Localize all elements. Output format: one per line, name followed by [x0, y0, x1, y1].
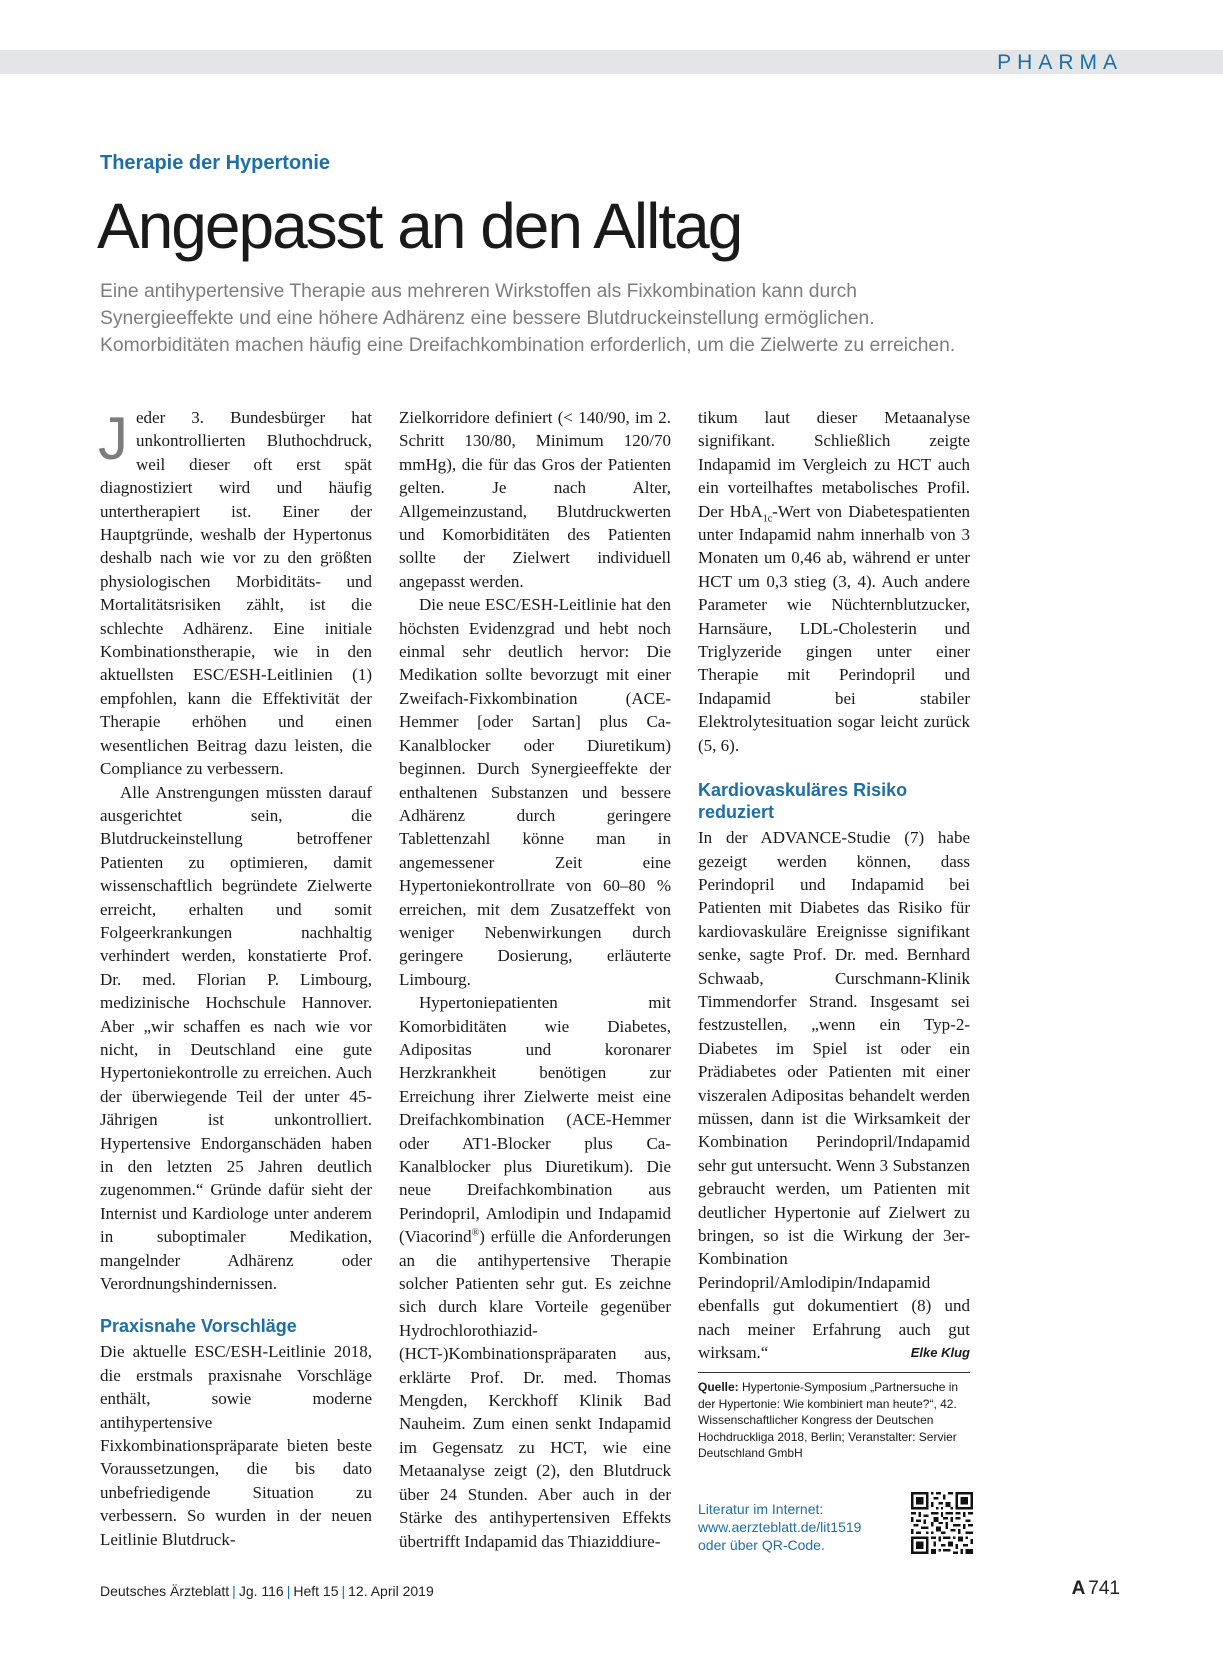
journal-name: Deutsches Ärzteblatt — [100, 1583, 230, 1599]
paragraph: Zielkorridore definiert (< 140/90, im 2. Schritt 130/80, Minimum 120/70 mmHg), die für das Gros der Patienten gelten. Je nach Alter, Allgemeinzustand, Blutdruckwerten und Komorbiditäten des Patienten sollte der Zielwert individuell angepasst werden. — [399, 408, 671, 591]
literature-link[interactable]: www.aerzteblatt.de/lit1519 — [698, 1519, 862, 1535]
source-box — [698, 1372, 970, 1462]
paragraph: Alle Anstrengungen müssten darauf ausgerichtet sein, die Blutdruckeinstellung betroffener Patienten zu optimieren, damit wissenschaftlich begründete Zielwerte erreicht, erhalten und somit Folgeerkrankungen nachhaltig verhindert werden, konstatierte Prof. Dr. med. Florian P. Limbourg, medizinische Hochschule Hannover. Aber „wir schaffen es nach wie vor nicht, in Deutschland eine gute Hypertoniekontrolle zu erreichen. Auch der überwiegende Teil der unter 45-Jährigen ist unkontrolliert. Hypertensive Endorganschäden haben in den letzten 25 Jahren deutlich zugenommen.“ Gründe dafür sieht der Internist und Kardiologe unter anderem in suboptimaler Medikation, mangelnder Adhärenz oder Verordnungshindernissen. — [100, 782, 372, 1294]
literature-qr-hint: oder über QR-Code. — [698, 1537, 825, 1553]
paragraph-text: Hypertoniepatienten mit Komorbiditäten wie Diabetes, Adipositas und koronarer Herzkrankheit benötigen zur Erreichung ihrer Zielwerte meist eine Dreifachkombination (ACE-Hemmer oder AT1-Blocker plus Ca-Kanalblocker plus Diuretikum). Die neue Dreifachkombination aus Perindopril, Amlodipin und Indapamid (Viacorind — [399, 993, 671, 1247]
volume: Jg. 116 — [238, 1583, 284, 1599]
source-text: Hypertonie-Symposium „Partnersuche in der Hypertonie: Wie kombiniert man heute?“, 42. Wissenschaftlicher Kongress der Deutschen Hochdruckliga 2018, Berlin; Veranstalter: Servier Deutschland GmbH — [698, 1380, 959, 1460]
article-column-1 — [100, 406, 372, 1551]
separator: | — [232, 1583, 236, 1599]
separator: | — [341, 1583, 346, 1599]
paragraph: Die aktuelle ESC/ESH-Leitlinie 2018, die erstmals praxisnahe Vorschläge enthält, sowie moderne antihypertensive Fixkombinationspräparate bieten beste Voraussetzungen, die bis dato unbefriedigende Situation zu verbessern. So wurden in der neuen Leitlinie Blutdruck- — [100, 1342, 372, 1549]
article-kicker: Therapie der Hypertonie — [100, 152, 331, 174]
article-lead: Eine antihypertensive Therapie aus mehreren Wirkstoffen als Fixkombination kann durch Synergieeffekte und eine höhere Adhärenz eine bessere Blutdruckeinstellung ermöglichen. Komorbiditäten machen häufig eine Dreifachkombination erforderlich, um die Zielwerte zu erreichen. — [100, 281, 956, 356]
literature-box — [698, 1500, 888, 1554]
source-label: Quelle: — [698, 1380, 739, 1394]
issue-date: 12. April 2019 — [348, 1583, 434, 1599]
subheading: Praxisnahe Vorschläge — [100, 1316, 297, 1337]
section-label: PHARMA — [997, 51, 1123, 74]
article-column-2 — [399, 406, 671, 1553]
paragraph-text: eder 3. Bundesbürger hat unkontrollierten Bluthochdruck, weil dieser oft erst spät diagnostiziert wird und häufig untertherapiert ist. Einer der Hauptgründe, weshalb der Hypertonus deshalb nach wie vor zu den größten physiologischen Morbiditäts- und Mortalitätsrisiken zählt, ist die schlechte Adhärenz. Eine initiale Kombinationstherapie, wie in den aktuellsten ESC/ESH-Leitlinien (1) empfohlen, kann die Effektivität der Therapie erhöhen und einen wesentlichen Beitrag dazu leisten, die Compliance zu verbessern. — [100, 408, 372, 779]
paragraph-text: -Wert von Diabetespatienten unter Indapamid nahm innerhalb von 3 Monaten um 0,46 ab, während er unter HCT um 0,3 stieg (3, 4). Auch andere Parameter wie Nüchternblutzucker, Harnsäure, LDL-Cholesterin und Triglyzeride gingen unter einer Therapie mit Perindopril und Indapamid bei stabiler Elektrolytesituation sogar leicht zurück (5, 6). — [698, 501, 970, 755]
paragraph: Die neue ESC/ESH-Leitlinie hat den höchsten Evidenzgrad und hebt noch einmal sehr deutlich hervor: Die Medikation sollte bevorzugt mit einer Zweifach-Fixkombination (ACE-Hemmer [oder Sartan] plus Ca-Kanalblocker oder Diuretikum) beginnen. Durch Synergieeffekte der enthaltenen Substanzen und bessere Adhärenz durch geringere Tablettenzahl könne man in angemessener Zeit eine Hypertoniekontrollrate von 60–80 % erreichen, mit dem Zusatzeffekt von weniger Nebenwirkungen durch geringere Dosierung, erläuterte Limbourg. — [399, 595, 671, 989]
issue: Heft 15 — [293, 1583, 339, 1599]
author-name: Elke Klug — [910, 1345, 970, 1361]
qr-code-icon[interactable] — [911, 1492, 973, 1554]
article-column-3 — [698, 406, 970, 1364]
subheading: Kardiovaskuläres Risiko reduziert — [698, 780, 908, 823]
paragraph-text: ) erfülle die Anforderungen an die antihypertensive Therapie solcher Patienten sehr gut. Es zeichne sich durch klare Vorteile gegenüber Hydrochlorothiazid-(HCT-)Kombinationspräparaten aus, erklärte Prof. Dr. med. Thomas Mengden, Kerckhoff Klinik Bad Nauheim. Zum einen senkt Indapamid im Gegensatz zu HCT, wie eine Metaanalyse zeigt (2), den Blutdruck über 24 Stunden. Aber auch in der Stärke des antihypertensiven Effekts übertrifft Indapamid das Thiaziddiure- — [399, 1227, 671, 1551]
page-number — [1072, 1578, 1120, 1600]
paragraph — [698, 406, 970, 757]
literature-label: Literatur im Internet: — [698, 1501, 824, 1517]
drop-cap: J — [98, 405, 128, 472]
paragraph — [399, 991, 671, 1553]
page-number-value: 741 — [1088, 1578, 1120, 1599]
article-headline: Angepasst an den Alltag — [97, 190, 742, 262]
page-prefix: A — [1071, 1578, 1086, 1599]
paragraph-text: In der ADVANCE-Studie (7) habe gezeigt werden können, dass Perindopril und Indapamid bei Patienten mit Diabetes das Risiko für kardiovaskuläre Ereignisse signifikant senke, sagte Prof. Dr. med. Bernhard Schwaab, Curschmann-Klinik Timmendorfer Strand. Insgesamt sei festzustellen, „wenn ein Typ-2-Diabetes im Spiel ist oder ein Prädiabetes oder Patienten mit einer viszeralen Adipositas behandelt werden müssen, dann ist die Wirksamkeit der Kombination Perindopril/Indapamid sehr gut untersucht. Wenn 3 Substanzen gebraucht werden, um Patienten mit deutlicher Hypertonie auf Zielwert zu bringen, so ist die Wirkung der 3er-Kombination Perindopril/Amlodipin/Indapamid ebenfalls gut dokumentiert (8) und nach meiner Erfahrung auch gut wirksam.“ — [698, 828, 970, 1363]
paragraph — [698, 826, 970, 1364]
paragraph — [100, 406, 372, 781]
paragraph-text: tikum laut dieser Metaanalyse signifikant. Schließlich zeigte Indapamid im Vergleich zu HCT auch ein vorteilhaftes metabolisches Profil. Der HbA — [698, 408, 970, 521]
registered-mark: ® — [471, 1227, 480, 1239]
subscript: 1c — [762, 513, 773, 525]
footer-citation — [100, 1583, 434, 1599]
separator: | — [286, 1583, 291, 1599]
